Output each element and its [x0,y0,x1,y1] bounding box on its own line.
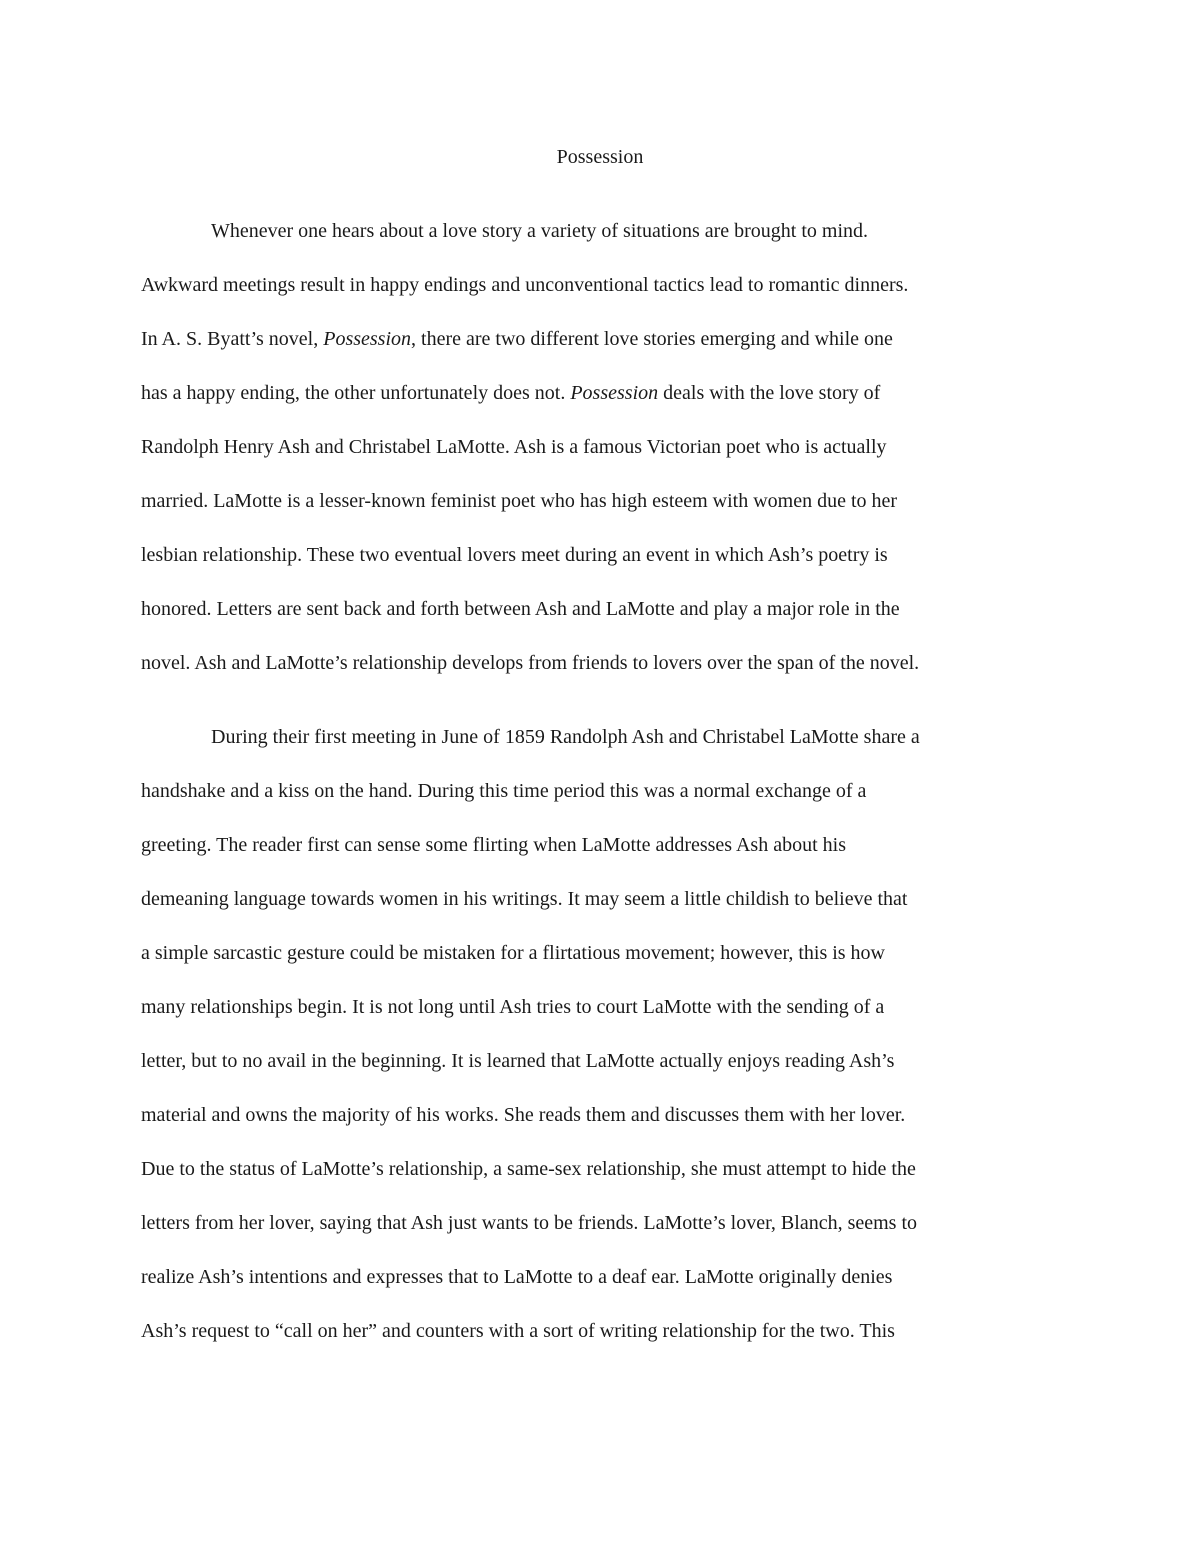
text-run: novel. Ash and LaMotte’s relationship develops from friends to lovers over the span of the novel. [141,652,920,674]
text-run: letter, but to no avail in the beginning. It is learned that LaMotte actually enjoys reading Ash’s [141,1050,895,1072]
text-run: realize Ash’s intentions and expresses that to LaMotte to a deaf ear. LaMotte originally denies [141,1266,893,1288]
paragraph-1-line-4 [141,378,880,408]
paragraph-2-line-8 [141,1100,905,1130]
text-run: deals with the love story of [658,382,881,404]
paragraph-2-line-4 [141,884,907,914]
text-run: letters from her lover, saying that Ash just wants to be friends. LaMotte’s lover, Blanch, seems to [141,1212,918,1234]
text-run: material and owns the majority of his works. She reads them and discusses them with her lover. [141,1104,906,1126]
paragraph-2-line-3 [141,830,846,860]
paragraph-2-line-9 [141,1154,916,1184]
paragraph-1-line-1 [211,216,868,246]
text-run: Due to the status of LaMotte’s relationship, a same-sex relationship, she must attempt to hide the [141,1158,916,1180]
paragraph-2-line-6 [141,992,884,1022]
paragraph-2-line-1 [211,722,920,752]
paragraph-2-line-12 [141,1316,895,1346]
text-run: Ash’s request to “call on her” and counters with a sort of writing relationship for the two. This [141,1320,895,1342]
text-run: In A. S. Byatt’s novel, [141,328,324,350]
text-run: , there are two different love stories emerging and while one [411,328,893,350]
paragraph-1-line-9 [141,648,919,678]
paragraph-2-line-7 [141,1046,894,1076]
paragraph-2-line-10 [141,1208,917,1238]
paragraph-2-line-5 [141,938,885,968]
text-run: greeting. The reader first can sense some flirting when LaMotte addresses Ash about his [141,834,846,856]
italic-book-title: Possession [323,328,412,350]
text-run: Awkward meetings result in happy endings and unconventional tactics lead to romantic dinners. [141,274,909,296]
italic-book-title: Possession [570,382,659,404]
text-run: Randolph Henry Ash and Christabel LaMotte. Ash is a famous Victorian poet who is actually [141,436,887,458]
paragraph-1-line-2 [141,270,908,300]
text-run: married. LaMotte is a lesser-known feminist poet who has high esteem with women due to her [141,490,898,512]
paragraph-1-line-7 [141,540,888,570]
paragraph-1-line-5 [141,432,887,462]
paragraph-2-line-11 [141,1262,892,1292]
text-run: handshake and a kiss on the hand. During this time period this was a normal exchange of a [141,780,867,802]
text-run: a simple sarcastic gesture could be mistaken for a flirtatious movement; however, this is how [141,942,886,964]
paragraph-2-line-2 [141,776,866,806]
text-run: has a happy ending, the other unfortunately does not. [141,382,571,404]
text-run: honored. Letters are sent back and forth between Ash and LaMotte and play a major role in the [141,598,900,620]
text-run: many relationships begin. It is not long until Ash tries to court LaMotte with the sending of a [141,996,885,1018]
text-run: lesbian relationship. These two eventual lovers meet during an event in which Ash’s poetry is [141,544,888,566]
paragraph-1-line-6 [141,486,897,516]
paragraph-1-line-8 [141,594,900,624]
text-run: demeaning language towards women in his writings. It may seem a little childish to believe that [141,888,908,910]
document-title: Possession [556,146,644,168]
paragraph-1-line-3 [141,324,893,354]
text-run: Whenever one hears about a love story a variety of situations are brought to mind. [211,220,869,242]
text-run: During their first meeting in June of 1859 Randolph Ash and Christabel LaMotte share a [211,726,920,748]
